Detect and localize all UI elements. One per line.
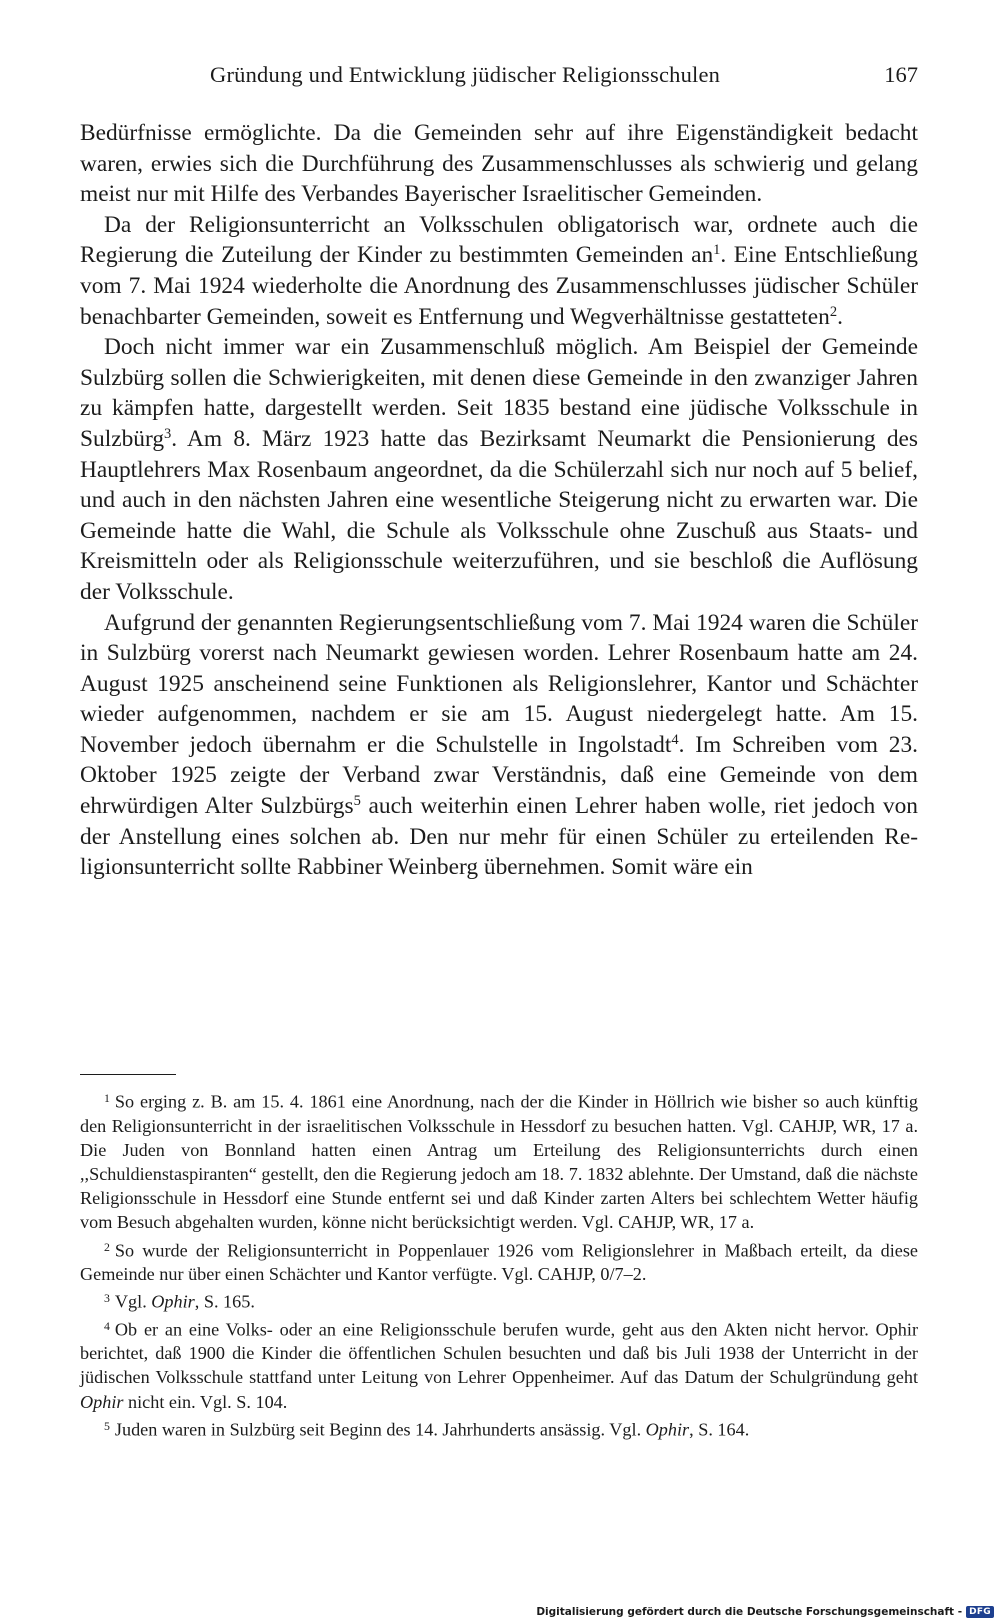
paragraph [80, 608, 918, 883]
footnote-reference: 2 [829, 303, 838, 320]
text-run: , S. 164. [689, 1419, 750, 1440]
text-run: . Am 8. März 1923 hatte das Bezirksamt Neumarkt die Pensionierung des Hauptlehrers Max Rosenbaum angeordnet, da die Schülerzahl sich nur noch auf 5 belief, und auch in den nächsten Jahren eine wesentliche Steigerung nicht zu erwarten war. Die Gemeinde hatte die Wahl, die Schule als Volksschule ohne Zuschuß aus Staats- und Kreismitteln oder als Religionsschule weiterzuführen, und sie beschloß die Auflösung der Volksschule. [80, 425, 918, 605]
footnote-reference: 4 [671, 731, 679, 748]
dfg-logo: DFG [966, 1606, 994, 1618]
text-run: , S. 165. [194, 1291, 255, 1312]
main-text [80, 118, 918, 883]
page-number: 167 [884, 62, 918, 87]
footnote [80, 1414, 918, 1442]
footnote-number: 4 [104, 1318, 110, 1333]
text-run: Vgl. [114, 1291, 152, 1312]
text-run: . [837, 303, 843, 330]
paragraph [80, 332, 918, 607]
text-run: Aufgrund der genannten Regierungsentschließung vom 7. Mai 1924 waren die Schüler in Sulzbürg vorerst nach Neumarkt gewiesen worden. Lehrer Rosenbaum hatte am 24. August 1925 anscheinend seine Funktionen als Religionslehrer, Kantor und Schächter wieder aufgenommen, nachdem er sie am 15. August niedergelegt hatte. Am 15. November jedoch übernahm er die Schulstelle in Ingolstadt [80, 609, 918, 758]
footnotes [80, 1086, 918, 1441]
footnote-number: 2 [104, 1239, 110, 1254]
italic-text: Ophir [80, 1391, 124, 1412]
footnote-reference: 1 [713, 242, 721, 259]
running-head [80, 56, 918, 96]
footnote [80, 1286, 918, 1314]
running-head-title: Gründung und Entwicklung jüdischer Religionsschulen [210, 62, 721, 87]
italic-text: Ophir [151, 1291, 195, 1312]
footnote-number: 3 [104, 1291, 110, 1306]
text-run: . Im Schreiben vom 23. Oktober 1925 zeigte der Verband zwar Verständnis, daß eine Gemeinde von dem ehrwürdigen Alter Sulzbürgs [80, 731, 919, 820]
footnote-number: 5 [104, 1418, 110, 1433]
text-run: nicht ein. Vgl. S. 104. [123, 1391, 288, 1412]
text-run: Ob er an eine Volks- oder an eine Religionsschule berufen wurde, geht aus den Akten nicht hervor. Ophir berichtet, daß 1900 die Kinder die öffentlichen Schulen besuchten und daß bis Juli 1938 der Unterricht in der jüdischen Volksschule stattfand unter Leitung von Lehrer Oppenheimer. Auf das Datum der Schulgründung geht [80, 1319, 918, 1388]
digitization-credit: Digitalisierung gefördert durch die Deutsche Forschungsgemeinschaft - [536, 1606, 963, 1618]
footnote [80, 1086, 918, 1235]
text-run: auch weiterhin einen Lehrer haben wolle, riet jedoch von der Anstellung eines solchen ab. Den nur mehr für einen Schüler zu erteilenden Religionsunterricht sollte Rabbiner Weinberg übernehmen. Somit wäre ein [80, 793, 918, 881]
italic-text: Ophir [645, 1419, 690, 1440]
footnote-number: 1 [104, 1091, 110, 1105]
footnote-separator [80, 1074, 176, 1075]
paragraph: Bedürfnisse ermöglichte. Da die Gemeinden sehr auf ihre Eigenständigkeit bedacht waren, erwies sich die Durchführung des Zusammenschlusses als schwierig und gelang meist nur mit Hilfe des Verbandes Bayerischer Israelitischer Gemeinden. [80, 120, 918, 208]
text-run: Doch nicht immer war ein Zusammenschluß möglich. Am Beispiel der Gemeinde Sulzbürg sollen die Schwierigkeiten, mit denen diese Gemeinde in den zwanziger Jahren zu kämpfen hatte, dargestellt werden. Seit 1835 bestand eine jüdische Volksschule in Sulzbürg [80, 334, 918, 452]
digitization-footer [536, 1604, 994, 1620]
footnote-reference: 3 [164, 425, 172, 442]
text-run: Da der Religionsunterricht an Volksschulen obligatorisch war, ordnete auch die Regierung die Zuteilung der Kinder zu bestimmten Gemeinden an [80, 211, 918, 269]
text-run: So wurde der Religionsunterricht in Poppenlauer 1926 vom Religionslehrer in Maßbach erteilt, da diese Gemeinde nur über einen Schächter und Kantor verfügte. Vgl. CAHJP, 0/7–2. [80, 1239, 918, 1285]
footnote [80, 1235, 918, 1287]
text-run: . Eine Entschließung vom 7. Mai 1924 wiederholte die Anordnung des Zusammenschlusses jüdischer Schüler benachbarter Gemeinden, soweit es Entfernung und Wegverhältnisse gestatteten [80, 242, 919, 330]
footnote-reference: 5 [353, 793, 361, 810]
paragraph [80, 210, 918, 332]
footnote [80, 1314, 918, 1414]
text-run: Juden waren in Sulzbürg seit Beginn des 14. Jahrhunderts ansässig. Vgl. [114, 1419, 646, 1440]
text-run: So erging z. B. am 15. 4. 1861 eine Anordnung, nach der die Kinder in Höllrich wie bisher so auch künftig den Religionsunterricht in der israelitischen Volksschule in Hessdorf zu besuchen hatten. Vgl. CAHJP, WR, 17 a. Die Juden von Bonnland hatten einen Antrag um Erteilung des Religionsunterrichts durch einen ,,Schuldienstaspiranten“ gestellt, den die Regierung jedoch am 18. 7. 1832 ablehnte. Der Umstand, daß die nächste Religionsschule in Hessdorf eine Stunde entfernt sei und daß Kinder zarten Alters bei schlechtem Wetter häufig vom Besuch abgehalten wurden, könne nicht berücksichtigt werden. Vgl. CAHJP, WR, 17 a. [80, 1091, 918, 1233]
